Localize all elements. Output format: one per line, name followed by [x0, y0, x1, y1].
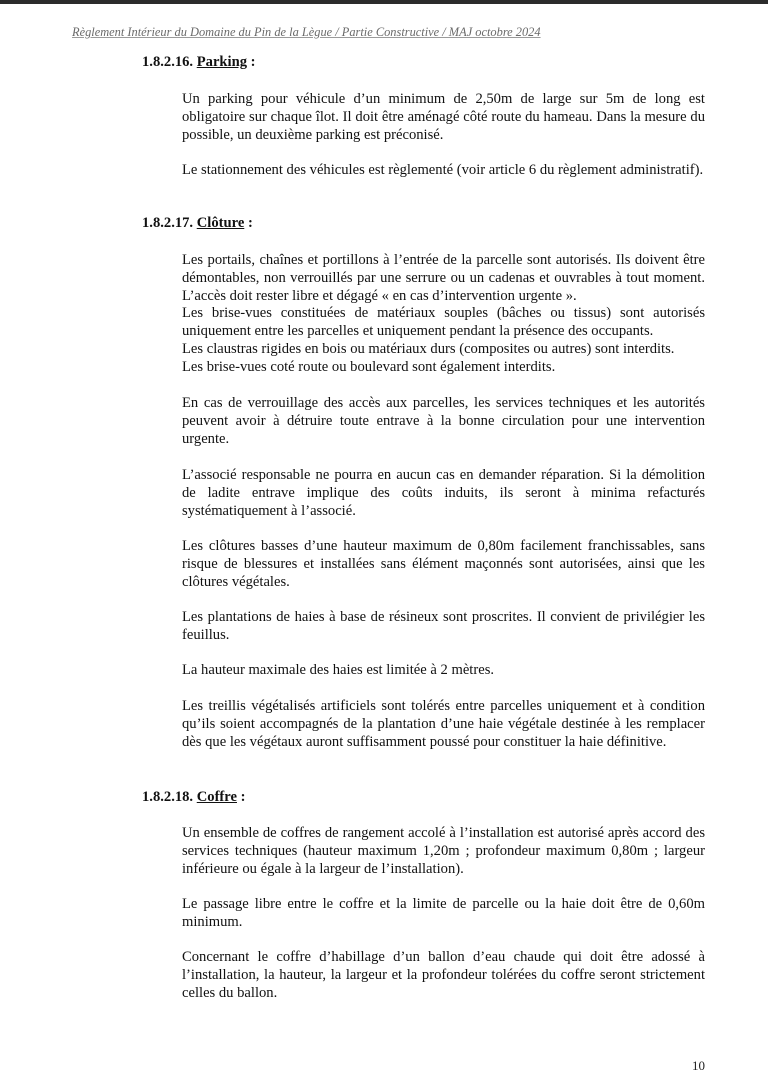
paragraph: L’associé responsable ne pourra en aucun cas en demander réparation. Si la démolition de ladite entrave implique des coûts induits, ils seront à minima refacturés systématiquement à l’associé.: [182, 467, 705, 519]
top-border: [0, 0, 768, 4]
section-title-parking: 1.8.2.16. Parking :: [142, 54, 256, 70]
paragraph: Un parking pour véhicule d’un minimum de 2,50m de large sur 5m de long est obligatoire sur chaque îlot. Il doit être aménagé côté route du hameau. Dans la mesure du possible, un deuxième parking est préconisé.: [182, 91, 705, 143]
section-title-cloture: 1.8.2.17. Clôture :: [142, 215, 253, 231]
paragraph: En cas de verrouillage des accès aux parcelles, les services techniques et les autorités peuvent avoir à détruire toute entrave à la bonne circulation pour une intervention urgente.: [182, 395, 705, 447]
paragraph: Les clôtures basses d’une hauteur maximum de 0,80m facilement franchissables, sans risque de blessures et installées sans élément maçonnés sont autorisées, ainsi que les clôtures végétales.: [182, 538, 705, 590]
paragraph: Un ensemble de coffres de rangement accolé à l’installation est autorisé après accord des services techniques (hauteur maximum 1,20m ; profondeur maximum 0,80m ; largeur inférieure ou égale à la largeur de l’installation).: [182, 825, 705, 877]
paragraph: Concernant le coffre d’habillage d’un ballon d’eau chaude qui doit être adossé à l’installation, la hauteur, la largeur et la profondeur tolérées du coffre seront strictement celles du ballon.: [182, 949, 705, 1001]
paragraph-line: Les claustras rigides en bois ou matériaux durs (composites ou autres) sont interdits.: [182, 340, 675, 357]
paragraph: Le passage libre entre le coffre et la limite de parcelle ou la haie doit être de 0,60m minimum.: [182, 896, 705, 930]
page-number: 10: [692, 1058, 705, 1073]
paragraph: Les plantations de haies à base de résineux sont proscrites. Il convient de privilégier les feuillus.: [182, 609, 705, 643]
section-number: 1.8.2.18.: [142, 789, 194, 805]
paragraph-line: Les brise-vues coté route ou boulevard sont également interdits.: [182, 358, 556, 375]
section-number: 1.8.2.17.: [142, 215, 194, 231]
section-number: 1.8.2.16.: [142, 54, 194, 70]
paragraph-line: Les brise-vues constituées de matériaux souples (bâches ou tissus) sont autorisés uniquement entre les parcelles et uniquement pendant la présence des occupants.: [182, 305, 705, 340]
paragraph: La hauteur maximale des haies est limitée à 2 mètres.: [182, 662, 495, 678]
paragraph: Les treillis végétalisés artificiels sont tolérés entre parcelles uniquement et à condition qu’ils soient accompagnés de la plantation d’une haie végétale destinée à les remplacer dès que les végétaux auront suffisamment poussé pour constituer la haie définitive.: [182, 698, 705, 750]
paragraph-line: Les portails, chaînes et portillons à l’entrée de la parcelle sont autorisés. Ils doivent être démontables, non verrouillés par une serrure ou un cadenas et ouvrables à tout moment. L’accès doit rester libre et dégagé « en cas d’intervention urgente ».: [182, 252, 705, 304]
page-header: Règlement Intérieur du Domaine du Pin de la Lègue / Partie Constructive / MAJ octobre 2024: [72, 25, 541, 39]
section-title-coffre: 1.8.2.18. Coffre :: [142, 789, 246, 805]
paragraph-block: [182, 252, 705, 377]
section-name: Coffre: [196, 789, 237, 805]
section-name: Clôture: [196, 215, 245, 231]
section-name: Parking: [196, 54, 248, 70]
paragraph: Le stationnement des véhicules est règlementé (voir article 6 du règlement administratif).: [182, 162, 704, 178]
